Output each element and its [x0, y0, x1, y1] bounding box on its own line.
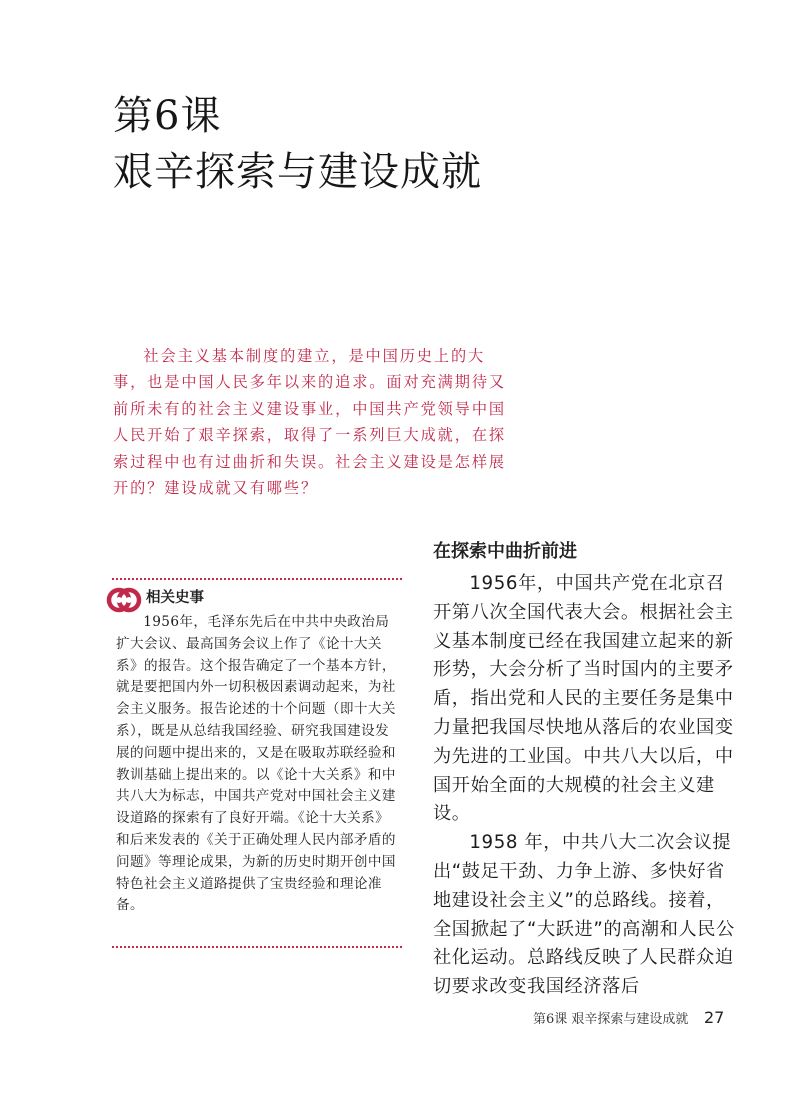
running-footer: 第6课 艰辛探索与建设成就	[533, 1012, 689, 1027]
body-paragraph-1: 1956年，中国共产党在北京召开第八次全国代表大会。根据社会主义基本制度已经在我国建立起来的新形势，大会分析了当时国内的主要矛盾，指出党和人民的主要任务是集中力量把我国尽快地从落后的农业国变为先进的工业国。中共八大以后，中国开始全面的大规模的社会主义建设。	[433, 573, 734, 825]
body-paragraph-2: 1958 年，中共八大二次会议提出“鼓足干劲、力争上游、多快好省地建设社会主义”的总路线。接着，全国掀起了“大跃进”的高潮和人民公社化运动。总路线反映了人民群众迫切要求改变我国经济落后	[433, 832, 735, 998]
sidebar-title: 相关史事	[146, 590, 204, 606]
lesson-number: 第6课	[113, 93, 222, 139]
sidebar-paragraph: 1956年，毛泽东先后在中共中央政治局扩大会议、最高国务会议上作了《论十大关系》的报告。这个报告确定了一个基本方针，就是要把国内外一切积极因素调动起来，为社会主义服务。报告论述的十个问题（即十大关系），既是从总结我国经验、研究我国建设发展的问题中提出来的，又是在吸取苏联经验和教训基础上提出来的。以《论十大关系》和中共八大为标志，中国共产党对中国社会主义建设道路的探索有了良好开端。《论十大关系》和后来发表的《关于正确处理人民内部矛盾的问题》等理论成果，为新的历史时期开创中国特色社会主义道路提供了宝贵经验和理论准备。	[116, 614, 396, 914]
lesson-intro	[113, 343, 515, 501]
lesson-title: 艰辛探索与建设成就	[113, 149, 482, 195]
page-number: 27	[704, 1008, 725, 1027]
sidebar-top-divider	[112, 578, 402, 580]
sidebar-body	[116, 612, 400, 917]
section-heading: 在探索中曲折前进	[433, 541, 577, 562]
sidebar-bottom-divider	[112, 946, 402, 948]
section-body	[433, 570, 738, 1002]
intro-paragraph: 社会主义基本制度的建立，是中国历史上的大事，也是中国人民多年以来的追求。面对充满期待又前所未有的社会主义建设事业，中国共产党领导中国人民开始了艰辛探索，取得了一系列巨大成就，在探索过程中也有过曲折和失误。社会主义建设是怎样展开的？建设成就又有哪些？	[113, 347, 507, 498]
